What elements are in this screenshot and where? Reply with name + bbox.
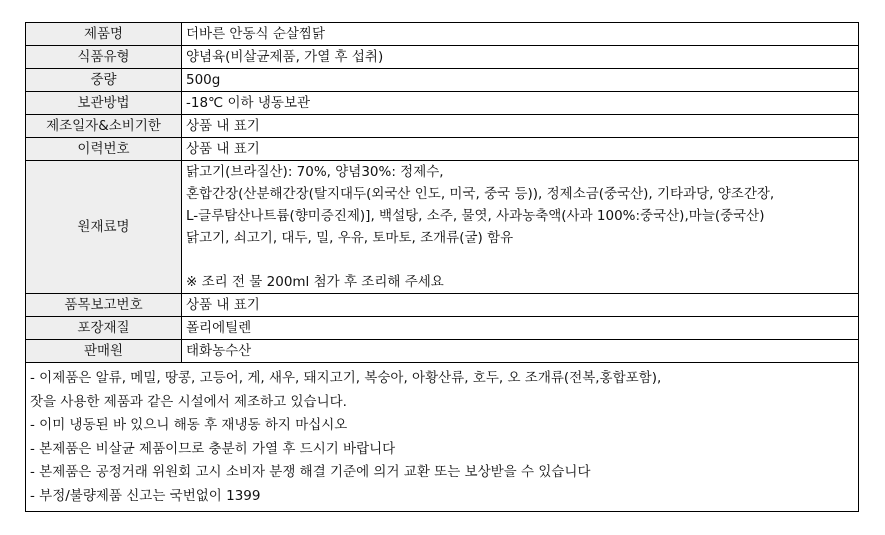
packaging-label: 포장재질 xyxy=(26,317,182,340)
notice-list xyxy=(26,363,858,508)
table-row xyxy=(26,138,858,161)
cooking-note: ※ 조리 전 물 200ml 첨가 후 조리해 주세요 xyxy=(186,274,444,290)
spacer xyxy=(186,249,854,271)
ingredients-value xyxy=(182,161,859,294)
ingredients-line: 혼합간장(산분해간장(탈지대두(외국산 인도, 미국, 중국 등)), 정제소금(중국산), 기타과당, 양조간장, xyxy=(186,186,775,202)
product-name-label: 제품명 xyxy=(26,23,182,46)
seller-value: 태화농수산 xyxy=(182,340,859,363)
notice-item: - 본제품은 비살균 제품이므로 충분히 가열 후 드시기 바랍니다 xyxy=(30,440,396,457)
storage-label: 보관방법 xyxy=(26,92,182,115)
ingredients-label: 원재료명 xyxy=(26,161,182,294)
report-number-value: 상품 내 표기 xyxy=(182,294,859,317)
notice-item: - 이미 냉동된 바 있으니 해동 후 재냉동 하지 마십시오 xyxy=(30,417,348,433)
product-info-sheet xyxy=(25,22,859,512)
weight-value: 500g xyxy=(182,69,859,92)
trace-number-label: 이력번호 xyxy=(26,138,182,161)
ingredients-line: 닭고기(브라질산): 70%, 양념30%: 정제수, xyxy=(186,164,444,180)
food-type-label: 식품유형 xyxy=(26,46,182,69)
ingredients-line: L-글루탐산나트륨(향미증진제)], 백설탕, 소주, 물엿, 사과농축액(사과 100%:중국산),마늘(중국산) xyxy=(186,208,765,224)
table-row xyxy=(26,294,858,317)
packaging-value: 폴리에틸렌 xyxy=(182,317,859,340)
notice-item: - 본제품은 공정거래 위원회 고시 소비자 분쟁 해결 기준에 의거 교환 또는 보상받을 수 있습니다 xyxy=(30,464,591,480)
product-info-table xyxy=(26,23,858,363)
food-type-value: 양념육(비살균제품, 가열 후 섭취) xyxy=(182,46,859,69)
table-row xyxy=(26,92,858,115)
dates-label: 제조일자&소비기한 xyxy=(26,115,182,138)
dates-value: 상품 내 표기 xyxy=(182,115,859,138)
table-row xyxy=(26,340,858,363)
table-row xyxy=(26,23,858,46)
table-row xyxy=(26,161,858,294)
seller-label: 판매원 xyxy=(26,340,182,363)
notice-item: - 이제품은 알류, 메밀, 땅콩, 고등어, 게, 새우, 돼지고기, 복숭아, 아황산류, 호두, 오 조개류(전복,홍합포함), xyxy=(30,370,662,386)
product-name-value: 더바른 안동식 순살찜닭 xyxy=(182,23,859,46)
table-row xyxy=(26,46,858,69)
trace-number-value: 상품 내 표기 xyxy=(182,138,859,161)
notice-item: 잣을 사용한 제품과 같은 시설에서 제조하고 있습니다. xyxy=(30,393,347,410)
table-row xyxy=(26,115,858,138)
weight-label: 중량 xyxy=(26,69,182,92)
ingredients-line: 닭고기, 쇠고기, 대두, 밀, 우유, 토마토, 조개류(굴) 함유 xyxy=(186,230,514,246)
storage-value: -18℃ 이하 냉동보관 xyxy=(182,92,859,115)
table-row xyxy=(26,317,858,340)
report-number-label: 품목보고번호 xyxy=(26,294,182,317)
table-row xyxy=(26,69,858,92)
notice-item: - 부정/불량제품 신고는 국번없이 1399 xyxy=(30,487,261,504)
